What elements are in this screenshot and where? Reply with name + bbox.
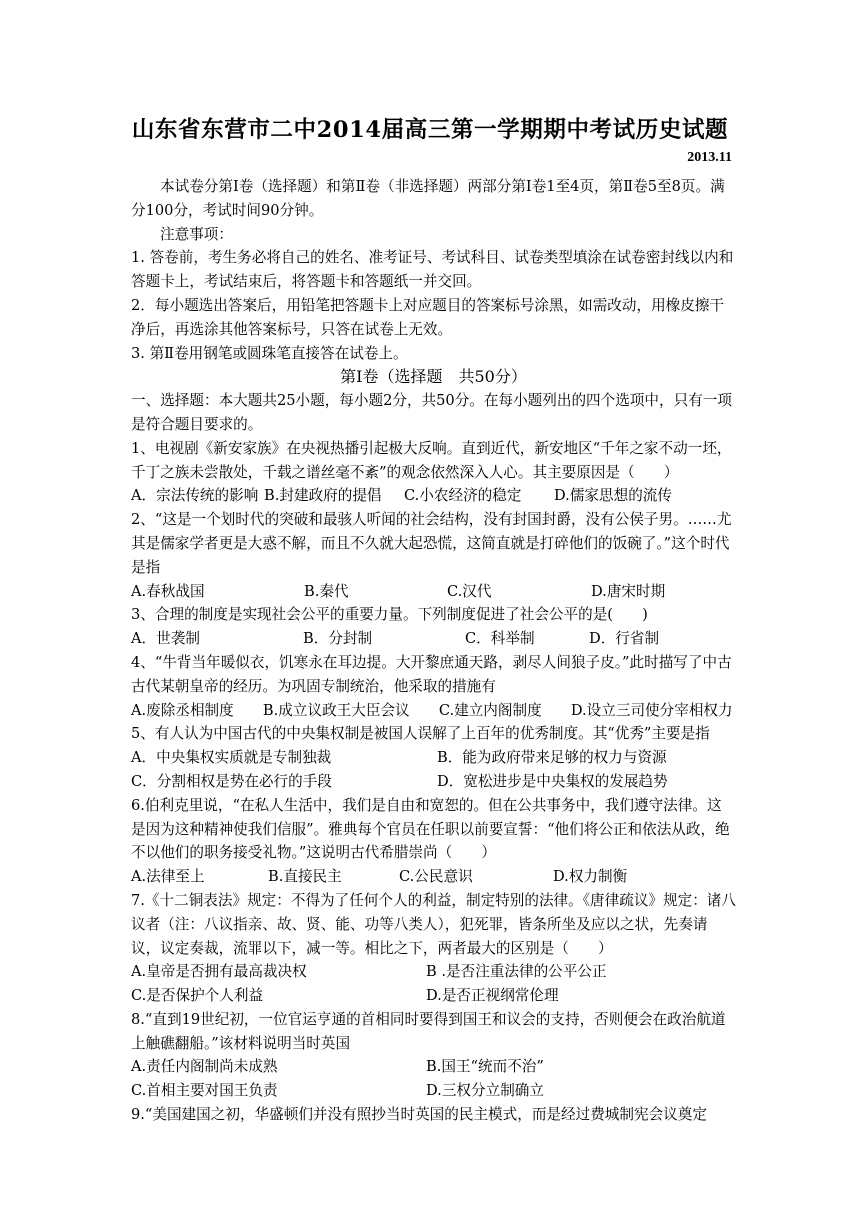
exam-date: 2013.11 [687,150,732,165]
notice-title: 注意事项： [160,225,233,243]
q1-option-a: A．宗法传统的影响 [131,487,259,505]
question-9-stem: 9.“美国建国之初，华盛顿们并没有照抄当时英国的民主模式，而是经过费城制宪会议奠定 [131,1106,707,1124]
notice-3: 3. 第Ⅱ卷用钢笔或圆珠笔直接答在试卷上。 [131,344,408,362]
question-2-options [131,580,736,604]
question-1-stem: 1、电视剧《新安家族》在央视热播引起极大反响。直到近代，新安地区“千年之家不动一坯，千丁之族未尝散处，千载之谱丝毫不紊”的观念依然深入人心。其主要原因是（ ） [131,439,732,481]
q7-option-b: B .是否注重法律的公平公正 [426,963,607,981]
q6-option-a: A.法律至上 [131,868,205,886]
notice-2: 2．每小题选出答案后，用铅笔把答题卡上对应题目的答案标号涂黑，如需改动，用橡皮擦干净后，再选涂其他答案标号，只答在试卷上无效。 [131,296,725,338]
q7-option-a: A.皇帝是否拥有最高裁决权 [131,963,307,981]
page-title: 山东省东营市二中2014届高三第一学期期中考试历史试题 [131,117,729,143]
question-5-stem: 5、有人认为中国古代的中央集权制是被国人误解了上百年的优秀制度。其“优秀”主要是指 [131,725,710,743]
q2-option-c: C.汉代 [447,582,492,600]
question-6-options [131,865,736,889]
question-8-options-row-2 [131,1079,736,1103]
q6-option-d: D.权力制衡 [553,868,628,886]
q5-option-c: C．分割相权是势在必行的手段 [131,772,332,790]
q2-option-a: A.春秋战国 [131,582,205,600]
q5-option-d: D．宽松进步是中央集权的发展趋势 [437,772,668,790]
exam-body [131,175,736,1127]
q8-option-b: B.国王“统而不治” [426,1058,544,1076]
question-2-stem: 2、“这是一个划时代的突破和最骇人听闻的社会结构，没有封国封爵，没有公侯子男。……尤其是儒家学者更是大惑不解，而且不久就大起恐慌，这简直就是打碎他们的饭碗了。”这个时代是指 [131,511,732,576]
question-5-options-row-1 [131,746,736,770]
q5-option-b: B．能为政府带来足够的权力与资源 [437,749,667,767]
q1-option-d: D.儒家思想的流传 [554,487,672,505]
q5-option-a: A．中央集权实质就是专制独裁 [131,749,332,767]
question-8-options-row-1 [131,1055,736,1079]
q3-option-d: D．行省制 [589,630,660,648]
q3-option-a: A．世袭制 [131,630,200,648]
q2-option-b: B.秦代 [304,582,349,600]
q8-option-c: C.首相主要对国王负责 [131,1082,278,1100]
q6-option-b: B.直接民主 [268,868,342,886]
question-3-stem: 3、合理的制度是实现社会公平的重要力量。下列制度促进了社会公平的是( ) [131,606,648,624]
q2-option-d: D.唐宋时期 [591,582,666,600]
q7-option-c: C.是否保护个人利益 [131,987,264,1005]
q3-option-b: B．分封制 [303,630,373,648]
q8-option-a: A.责任内阁制尚未成熟 [131,1058,278,1076]
intro-paragraph: 本试卷分第Ⅰ卷（选择题）和第Ⅱ卷（非选择题）两部分第Ⅰ卷1至4页，第Ⅱ卷5至8页。满分100分，考试时间90分钟。 [131,178,725,219]
q8-option-d: D.三权分立制确立 [426,1082,544,1100]
section-title: 第Ⅰ卷（选择题 共50分） [340,367,527,387]
question-7-stem: 7.《十二铜表法》规定：不得为了任何个人的利益，制定特别的法律。《唐律疏议》规定：诸八议者（注：八议指亲、故、贤、能、功等八类人），犯死罪，皆条所坐及应以之状，先奏请议，议定奏裁，流罪以下，减一等。相比之下，两者最大的区别是（ ） [131,891,736,957]
q3-option-c: C．科举制 [465,630,535,648]
question-1-options [131,484,736,508]
question-5-options-row-2 [131,770,736,794]
question-7-options-row-2 [131,984,736,1008]
question-4-stem: 4、“牛背当年暖似衣，饥寒永在耳边提。大开黎庶通天路，剥尽人间狼子皮。”此时描写了中古古代某朝皇帝的经历。为巩固专制统治，他采取的措施有 [131,653,732,695]
q1-option-b: B.封建政府的提倡 [264,487,382,505]
q1-option-c: C.小农经济的稳定 [404,487,522,505]
question-4-options: A.废除丞相制度 B.成立议政王大臣会议 C.建立内阁制度 D.设立三司使分宰相权力 [131,701,733,719]
section-instruction: 一、选择题：本大题共25小题，每小题2分，共50分。在每小题列出的四个选项中，只有一项是符合题目要求的。 [131,392,732,433]
question-3-options [131,627,736,651]
question-8-stem: 8.“直到19世纪初，一位官运亨通的首相同时要得到国王和议会的支持，否则便会在政治航道上触礁翻船。”该材料说明当时英国 [131,1010,726,1052]
notice-1: 1. 答卷前，考生务必将自己的姓名、准考证号、考试科目、试卷类型填涂在试卷密封线以内和答题卡上，考试结束后，将答题卡和答题纸一并交回。 [131,249,734,291]
q6-option-c: C.公民意识 [399,868,473,886]
question-7-options-row-1 [131,960,736,984]
q7-option-d: D.是否正视纲常伦理 [426,987,559,1005]
question-6-stem: 6.伯利克里说，“在私人生活中，我们是自由和宽恕的。但在公共事务中，我们遵守法律。这是因为这种精神使我们信服”。雅典每个官员在任职以前要宣誓：“他们将公正和依法从政，绝不以他们的职务接受礼物。”这说明古代希腊崇尚（ ） [131,796,730,862]
